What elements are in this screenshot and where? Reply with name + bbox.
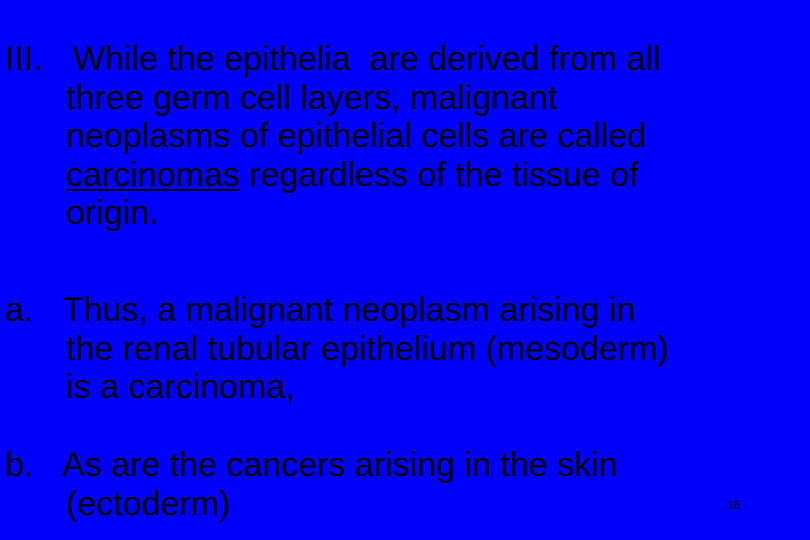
item-b-line-1: As are the cancers arising in the skin bbox=[62, 446, 618, 484]
list-marker-iii: III. bbox=[5, 40, 43, 78]
item-iii-line-4 bbox=[0, 156, 805, 195]
item-iii-line-3: neoplasms of epithelial cells are called bbox=[66, 117, 647, 156]
list-item-a bbox=[0, 291, 805, 407]
item-b-line-2: (ectoderm) bbox=[66, 484, 231, 523]
item-a-line-3: is a carcinoma, bbox=[66, 368, 295, 407]
item-iii-line-4-rest: regardless of the tissue of bbox=[239, 155, 639, 194]
carcinomas-term: carcinomas bbox=[66, 155, 240, 194]
item-a-line-1: Thus, a malignant neoplasm arising in bbox=[54, 291, 636, 329]
item-iii-line-2: three germ cell layers, malignant bbox=[66, 78, 558, 117]
item-iii-line-1: While the epithelia are derived from all bbox=[54, 40, 661, 78]
item-iii-line-5: origin. bbox=[66, 194, 159, 233]
list-item-iii bbox=[0, 40, 805, 233]
list-marker-b: b. bbox=[5, 446, 34, 484]
list-marker-a: a. bbox=[5, 291, 34, 329]
page-number: 16 bbox=[727, 498, 741, 512]
item-a-line-2: the renal tubular epithelium (mesoderm) bbox=[66, 329, 669, 368]
list-item-b bbox=[0, 446, 805, 523]
